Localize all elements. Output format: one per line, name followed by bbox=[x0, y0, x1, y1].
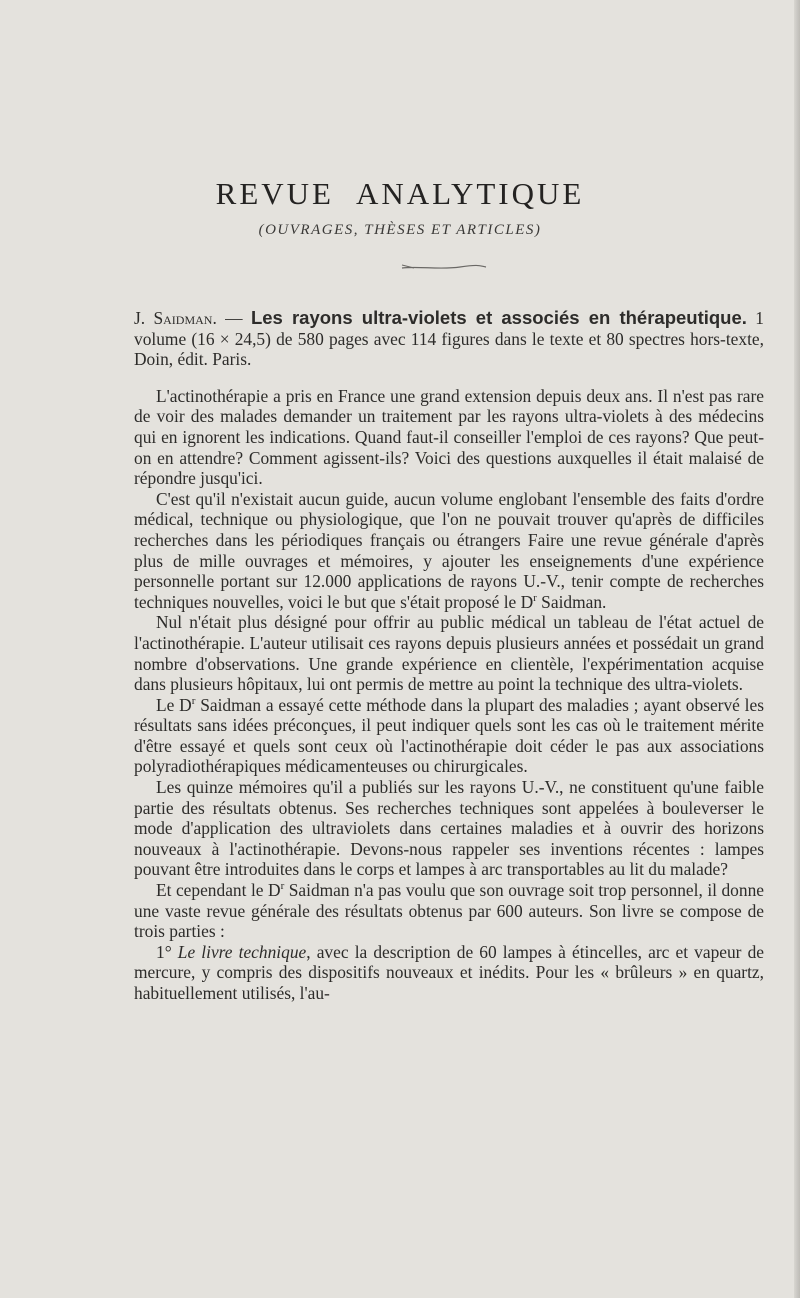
page-title bbox=[0, 176, 800, 212]
review-heading bbox=[134, 308, 764, 370]
dr-superscript: r bbox=[533, 591, 537, 604]
paragraph-6-start: Et cependant le D bbox=[156, 880, 281, 901]
paragraph-2-end: Saidman. bbox=[536, 591, 607, 612]
paragraph-6 bbox=[134, 880, 764, 942]
title-word-analytique: ANALYTIQUE bbox=[355, 176, 585, 211]
review-book-details: 1 volume (16 × 24,5) de 580 pages avec 114 figures dans le texte et 80 spectres hors-texte, Doin, édit. Paris. bbox=[134, 308, 764, 370]
paragraph-4-start: Le D bbox=[156, 694, 192, 715]
paragraph-4 bbox=[134, 695, 764, 777]
paragraph-3: Nul n'était plus désigné pour offrir au public médical un tableau de l'état actuel de l'actinothérapie. L'auteur utilisait ces rayons depuis plusieurs années et possédait un grand nombre d'observations. Une grande expérience en clientèle, l'expérimentation acquise dans plusieurs hôpitaux, lui ont permis de mettre au point la technique des ultra-violets. bbox=[134, 612, 764, 695]
list-number: 1° bbox=[156, 941, 178, 962]
review-body bbox=[134, 308, 764, 1004]
paragraph-7-text: , avec la description de 60 lampes à étincelles, arc et vapeur de mercure, y compris des dispositifs nouveaux et inédits. Pour les « brûleurs » en quartz, habituellement utilisés, l'au- bbox=[134, 941, 765, 1003]
paragraph-5: Les quinze mémoires qu'il a publiés sur les rayons U.-V., ne constituent qu'une faible partie des résultats obtenus. Ses recherches techniques sont appelées à bouleverser le mode d'application des ultraviolets dans certaines maladies et à ouvrir des horizons nouveaux à l'actinothérapie. Devons-nous rappeler ses inventions récentes : lampes pouvant être introduites dans le corps et lampes à arc transportables au lit du malade? bbox=[134, 777, 764, 880]
title-word-revue: REVUE bbox=[215, 176, 334, 211]
page-subtitle: (OUVRAGES, THÈSES ET ARTICLES) bbox=[258, 222, 542, 238]
dr-superscript: r bbox=[191, 694, 196, 707]
ornament-rule bbox=[400, 262, 488, 272]
paragraph-2 bbox=[134, 489, 764, 613]
paragraph-7 bbox=[134, 942, 764, 1004]
paragraph-1: L'actinothérapie a pris en France une grand extension depuis deux ans. Il n'est pas rare de voir des malades demander un traitement par les rayons ultra-violets à des médecins qui en ignorent les indications. Quand faut-il conseiller l'emploi de ces rayons? Que peut-on en attendre? Comment agissent-ils? Voici des questions auxquelles il était malaisé de répondre jusqu'ici. bbox=[134, 385, 764, 489]
part-title-livre-technique: Le livre technique bbox=[177, 941, 307, 962]
review-book-title: Les rayons ultra-violets et associés en thérapeutique. bbox=[250, 307, 747, 328]
heading-dash: — bbox=[216, 308, 251, 328]
paragraph-2-text: C'est qu'il n'existait aucun guide, aucun volume englobant l'ensemble des faits d'ordre médical, technique ou physiologique, que l'on ne pouvait trouver qu'après de difficiles recherches dans les périodiques français ou étrangers Faire une revue générale d'après plus de mille ouvrages et mémoires, y ajouter les enseignements d'une expérience personnelle portant sur 12.000 applications de rayons U.-V., tenir compte de recherches techniques nouvelles, voici le but que s'était proposé le D bbox=[134, 488, 764, 612]
paragraph-6-text: Saidman n'a pas voulu que son ouvrage soit trop personnel, il donne une vaste revue générale des résultats obtenus par 600 auteurs. Son livre se compose de trois parties : bbox=[134, 880, 764, 942]
paragraph-4-text: Saidman a essayé cette méthode dans la plupart des maladies ; ayant observé les résultats sans idées préconçues, il peut indiquer quels sont les cas où le traitement mérite d'être essayé et quels sont ceux où l'actinothérapie doit céder le pas aux associations polyradiothérapiques médicamenteuses ou chirurgicales. bbox=[134, 694, 764, 777]
dr-superscript: r bbox=[280, 880, 285, 893]
review-author: J. Saidman. bbox=[134, 308, 217, 328]
